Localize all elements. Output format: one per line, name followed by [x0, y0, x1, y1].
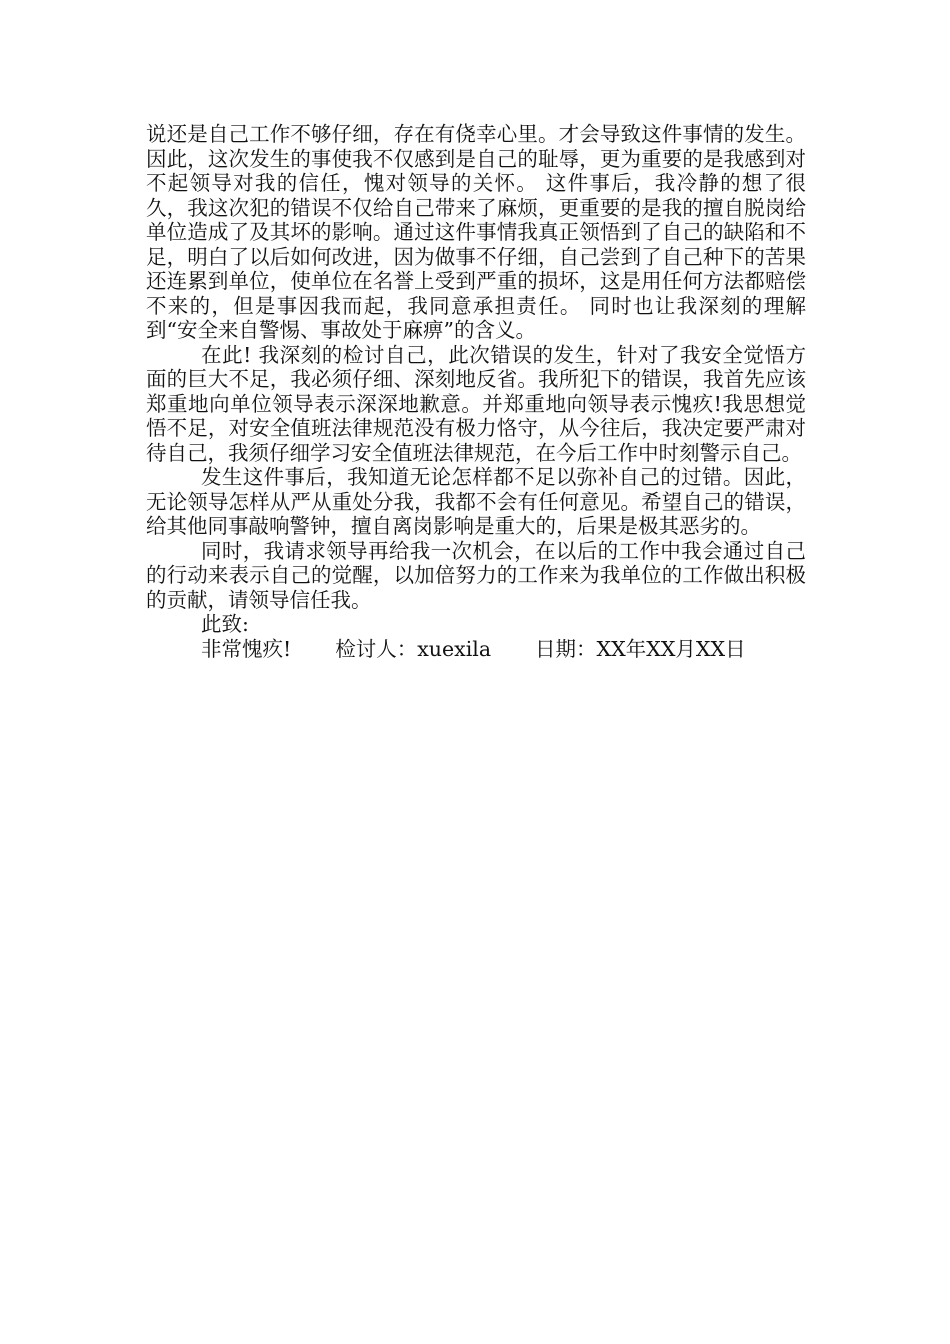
signature-line	[146, 637, 806, 662]
reviewer-name: 检讨人：xuexila	[335, 636, 492, 661]
document-body	[146, 122, 806, 661]
paragraph-2: 在此! 我深刻的检讨自己，此次错误的发生，针对了我安全觉悟方面的巨大不足，我必须仔细、深刻地反省。我所犯下的错误，我首先应该郑重地向单位领导表示深深地歉意。并郑重地向领导表示愧疚!我思想觉悟不足，对安全值班法律规范没有极力恪守，从今往后，我决定要严肃对待自己，我须仔细学习安全值班法律规范，在今后工作中时刻警示自己。	[146, 342, 806, 465]
date-line: 日期：XX年XX月XX日	[535, 636, 746, 661]
paragraph-3: 发生这件事后，我知道无论怎样都不足以弥补自己的过错。因此，无论领导怎样从严从重处分我，我都不会有任何意见。希望自己的错误，给其他同事敲响警钟，擅自离岗影响是重大的，后果是极其恶劣的。	[146, 465, 806, 538]
paragraph-4: 同时，我请求领导再给我一次机会，在以后的工作中我会通过自己的行动来表示自己的觉醒，以加倍努力的工作来为我单位的工作做出积极的贡献，请领导信任我。	[146, 538, 806, 612]
paragraph-1: 说还是自己工作不够仔细，存在有侥幸心里。才会导致这件事情的发生。因此，这次发生的事使我不仅感到是自己的耻辱，更为重要的是我感到对不起领导对我的信任，愧对领导的关怀。 这件事后，我冷静的想了很久，我这次犯的错误不仅给自己带来了麻烦，更重要的是我的擅自脱岗给单位造成了及其坏的影响。通过这件事情我真正领悟到了自己的缺陷和不足，明白了以后如何改进，因为做事不仔细，自己尝到了自己种下的苦果还连累到单位，使单位在名誉上受到严重的损坏，这是用任何方法都赔偿不来的，但是事因我而起，我同意承担责任。 同时也让我深刻的理解到“安全来自警惕、事故处于麻痹”的含义。	[146, 122, 806, 342]
salutation: 此致:	[201, 612, 249, 636]
closing-remark: 非常愧疚!	[201, 636, 292, 661]
